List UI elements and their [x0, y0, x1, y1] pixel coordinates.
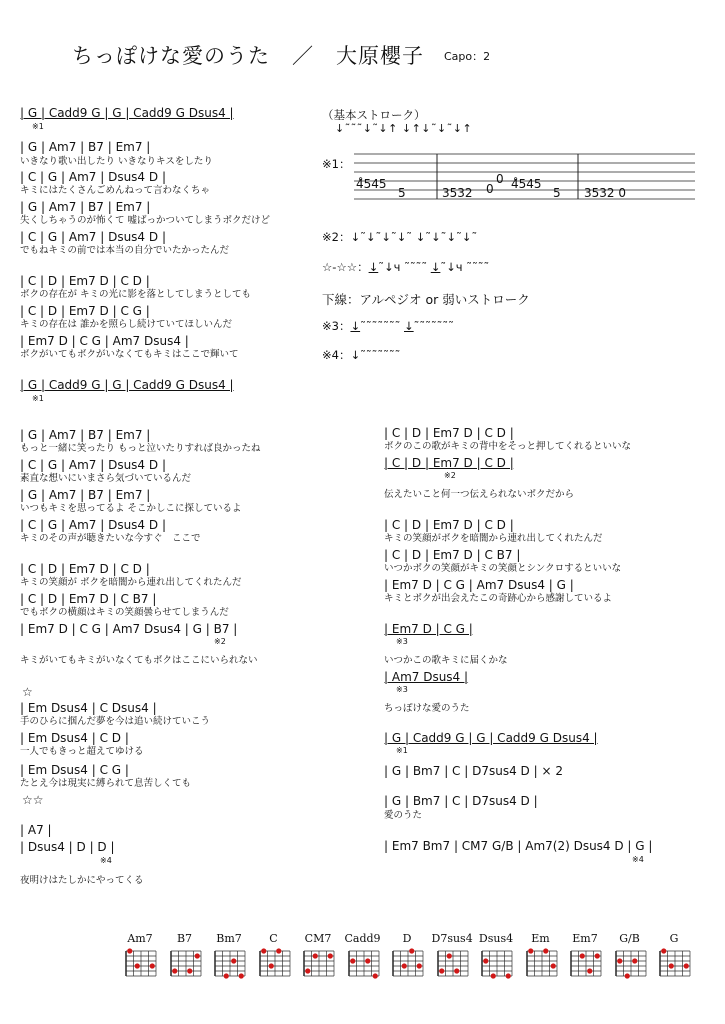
pattern3-d: ˜˜˜˜˜˜˜ [413, 319, 454, 333]
star-pattern-a: ↓ [368, 260, 379, 274]
bridge-lyric-1: 手のひらに掴んだ夢を今は追い続けていこう [20, 716, 211, 727]
right-note-9: ※1 [396, 746, 408, 755]
chord-chart-diagram [391, 949, 425, 981]
verse2-lyric-1: もっと一緒に笑ったり もっと泣いたりすれば良かったね [20, 443, 261, 454]
chord-chart-diagram [480, 949, 514, 981]
pre1-lyric-3: ボクがいてもボクがいなくてもキミはここで輝いて [20, 349, 239, 360]
pre2-chord-2: | C | D | Em7 D | C B7 | [20, 592, 157, 606]
bridge-chord-1: | Em Dsus4 | C Dsus4 | [20, 701, 157, 715]
ending-lyric: 夜明けはたしかにやってくる [20, 875, 144, 886]
double-star-marker: ☆☆ [22, 793, 44, 807]
verse1-chord-1: | G | Am7 | B7 | Em7 | [20, 140, 151, 154]
right-note-7: ※3 [396, 637, 408, 646]
right-note-12: ※4 [632, 855, 644, 864]
bridge-lyric-3: たとえ今は現実に縛られて息苦しくても [20, 778, 192, 789]
tab-mid-notes: 3532 [442, 186, 473, 200]
chord-chart-name: Em [531, 932, 550, 945]
star-pattern-label: ☆‐☆☆： [322, 260, 369, 274]
capo-label: Capo：2 [444, 50, 491, 63]
tab-left-notes: 4̊545 [356, 177, 387, 191]
chord-chart-diagram [569, 949, 603, 981]
chord-chart-diagram [169, 949, 203, 981]
chord-chart-diagram [347, 949, 381, 981]
star-marker: ☆ [22, 685, 33, 699]
verse1-chord-2: | C | G | Am7 | Dsus4 D | [20, 170, 166, 184]
right-chord-8: | Am7 Dsus4 | [384, 670, 469, 684]
right-note-2: ※2 [444, 471, 456, 480]
right-chord-1: | C | D | Em7 D | C D | [384, 426, 514, 440]
verse1-lyric-3: 失くしちゃうのが怖くて 嘘ばっかついてしまうボクだけど [20, 215, 271, 226]
underline-legend: 下線：アルペジオ or 弱いストローク [322, 292, 530, 307]
verse1-chord-3: | G | Am7 | B7 | Em7 | [20, 200, 151, 214]
verse1-lyric-1: いきなり歌い出したり いきなりキスをしたり [20, 156, 213, 167]
right-chord-5: | C | D | Em7 D | C B7 | [384, 548, 521, 562]
stroke-heading: （基本ストローク） [322, 108, 426, 122]
right-chord-2: | C | D | Em7 D | C D | [384, 456, 514, 470]
right-chord-9: | G | Cadd9 G | G | Cadd9 G Dsus4 | [384, 731, 598, 745]
right-lyric-3: 伝えたいこと何一つ伝えられないボクだから [384, 489, 575, 500]
pattern2: ※2：↓˜↓˜↓˜↓˜ ↓˜↓˜↓˜↓˜ [322, 230, 478, 244]
chord-chart-name: Bm7 [216, 932, 242, 945]
right-lyric-6: キミとボクが出会えたこの奇跡心から感謝しているよ [384, 593, 613, 604]
right-chord-10: | G | Bm7 | C | D7sus4 D | × 2 [384, 764, 563, 778]
verse1-chord-4: | C | G | Am7 | Dsus4 D | [20, 230, 166, 244]
intro2-note: ※1 [32, 394, 44, 403]
intro-chords: | G | Cadd9 G | G | Cadd9 G Dsus4 | [20, 106, 234, 120]
chord-chart-diagram [124, 949, 158, 981]
chord-chart-name: CM7 [304, 932, 332, 945]
chord-chart-name: D [402, 932, 412, 945]
verse2-lyric-3: いつもキミを思ってるよ そこかしこに探しているよ [20, 503, 242, 514]
tab-right-notes: 4̊545 [511, 177, 542, 191]
chord-chart-diagram [614, 949, 648, 981]
right-chord-11: | G | Bm7 | C | D7sus4 D | [384, 794, 538, 808]
tab-right-low: 5 [553, 186, 561, 200]
chord-chart-name: C [269, 932, 278, 945]
pattern3 [322, 318, 454, 334]
ending-note: ※4 [100, 856, 112, 865]
verse2-lyric-2: 素直な想いにいまさら気づいているんだ [20, 473, 192, 484]
chord-chart-name: B7 [176, 932, 193, 945]
pattern3-c: ↓ [404, 319, 414, 333]
right-lyric-1: ボクのこの歌がキミの背中をそっと押してくれるといいな [384, 441, 632, 452]
chord-chart-diagram [436, 949, 470, 981]
bridge-lyric-2: 一人でもきっと超えてゆける [20, 746, 144, 757]
chord-chart-name: Cadd9 [344, 932, 381, 945]
bridge-chord-3: | Em Dsus4 | C G | [20, 763, 129, 777]
tab-end-notes: 3532 0 [584, 186, 626, 200]
pattern3-label: ※3： [322, 319, 351, 333]
chord-chart-diagram [658, 949, 692, 981]
verse2-lyric-4: キミのその声が聴きたいな今すぐ ここで [20, 533, 201, 544]
intro-note: ※1 [32, 122, 44, 131]
chord-chart-name: G [669, 932, 679, 945]
ending-chord-1: | A7 | [20, 823, 52, 837]
right-chord-7: | Em7 D | C G | [384, 622, 473, 636]
right-lyric-4: キミの笑顔がボクを暗闇から連れ出してくれたんだ [384, 533, 603, 544]
pre1-chord-2: | C | D | Em7 D | C G | [20, 304, 150, 318]
chord-chart-name: Em7 [572, 932, 598, 945]
extra-lyric: キミがいてもキミがいなくてもボクはここにいられない [20, 655, 258, 666]
chord-chart-name: G/B [619, 932, 640, 945]
right-chord-12: | Em7 Bm7 | CM7 G/B | Am7(2) Dsus4 D | G | [384, 839, 653, 853]
pattern3-a: ↓ [350, 319, 361, 333]
chord-chart-diagram [302, 949, 336, 981]
star-pattern-b: ˜↓ч ˜˜˜˜ [378, 260, 431, 274]
verse1-lyric-4: でもねキミの前では本当の自分でいたかったんだ [20, 245, 230, 256]
star-pattern-c: ↓ [430, 260, 441, 274]
song-title: ちっぽけな愛のうた ／ 大原櫻子 [72, 44, 424, 68]
chord-chart-diagram [258, 949, 292, 981]
pre2-chord-1: | C | D | Em7 D | C D | [20, 562, 150, 576]
pre2-lyric-2: でもボクの横顔はキミの笑顔曇らせてしまうんだ [20, 607, 229, 618]
chord-chart-diagram [213, 949, 247, 981]
chord-chart-diagram [525, 949, 559, 981]
right-chord-4: | C | D | Em7 D | C D | [384, 518, 514, 532]
pattern1-label: ※1： [322, 157, 351, 171]
right-lyric-7: いつかこの歌キミに届くかな [384, 655, 508, 666]
right-note-8: ※3 [396, 685, 408, 694]
pre2-chord-3: | Em7 D | C G | Am7 Dsus4 | G | B7 | [20, 622, 238, 636]
pre2-note: ※2 [214, 637, 226, 646]
star-pattern-d: ˜↓ч ˜˜˜˜ [440, 260, 490, 274]
bridge-chord-2: | Em Dsus4 | C D | [20, 731, 129, 745]
verse2-chord-1: | G | Am7 | B7 | Em7 | [20, 428, 151, 442]
chord-chart-name: D7sus4 [431, 932, 473, 945]
right-lyric-8: ちっぽけな愛のうた [384, 703, 470, 714]
chord-chart-name: Am7 [127, 932, 153, 945]
right-lyric-5: いつかボクの笑顔がキミの笑顔とシンクロするといいな [384, 563, 622, 574]
chord-chart-name: Dsus4 [478, 932, 514, 945]
tab-zero-a: 0 [486, 182, 494, 196]
pattern3-b: ˜˜˜˜˜˜˜ [360, 319, 404, 333]
tab-zero-b: 0 [496, 172, 504, 186]
star-pattern [322, 259, 489, 275]
right-lyric-11: 愛のうた [384, 810, 423, 821]
verse2-chord-2: | C | G | Am7 | Dsus4 D | [20, 458, 166, 472]
pre2-lyric-1: キミの笑顔が ボクを暗闇から連れ出してくれたんだ [20, 577, 242, 588]
tab-left-low: 5 [398, 186, 406, 200]
right-chord-6: | Em7 D | C G | Am7 Dsus4 | G | [384, 578, 574, 592]
ending-chord-2: | Dsus4 | D | D | [20, 840, 115, 854]
pre1-chord-1: | C | D | Em7 D | C D | [20, 274, 150, 288]
verse1-lyric-2: キミにはたくさんごめんねって言わなくちゃ [20, 185, 211, 196]
intro2-chords: | G | Cadd9 G | G | Cadd9 G Dsus4 | [20, 378, 234, 392]
verse2-chord-3: | G | Am7 | B7 | Em7 | [20, 488, 151, 502]
pre1-lyric-2: キミの存在は 誰かを照らし続けていてほしいんだ [20, 319, 233, 330]
basic-stroke-pattern: ↓˜˜˜↓˜↓↑ ↓↑↓˜↓˜↓↑ [335, 122, 473, 135]
verse2-chord-4: | C | G | Am7 | Dsus4 D | [20, 518, 166, 532]
pre1-lyric-1: ボクの存在が キミの光に影を落としてしまうとしても [20, 289, 252, 300]
pre1-chord-3: | Em7 D | C G | Am7 Dsus4 | [20, 334, 189, 348]
pattern4: ※4：↓˜˜˜˜˜˜˜ [322, 348, 401, 362]
